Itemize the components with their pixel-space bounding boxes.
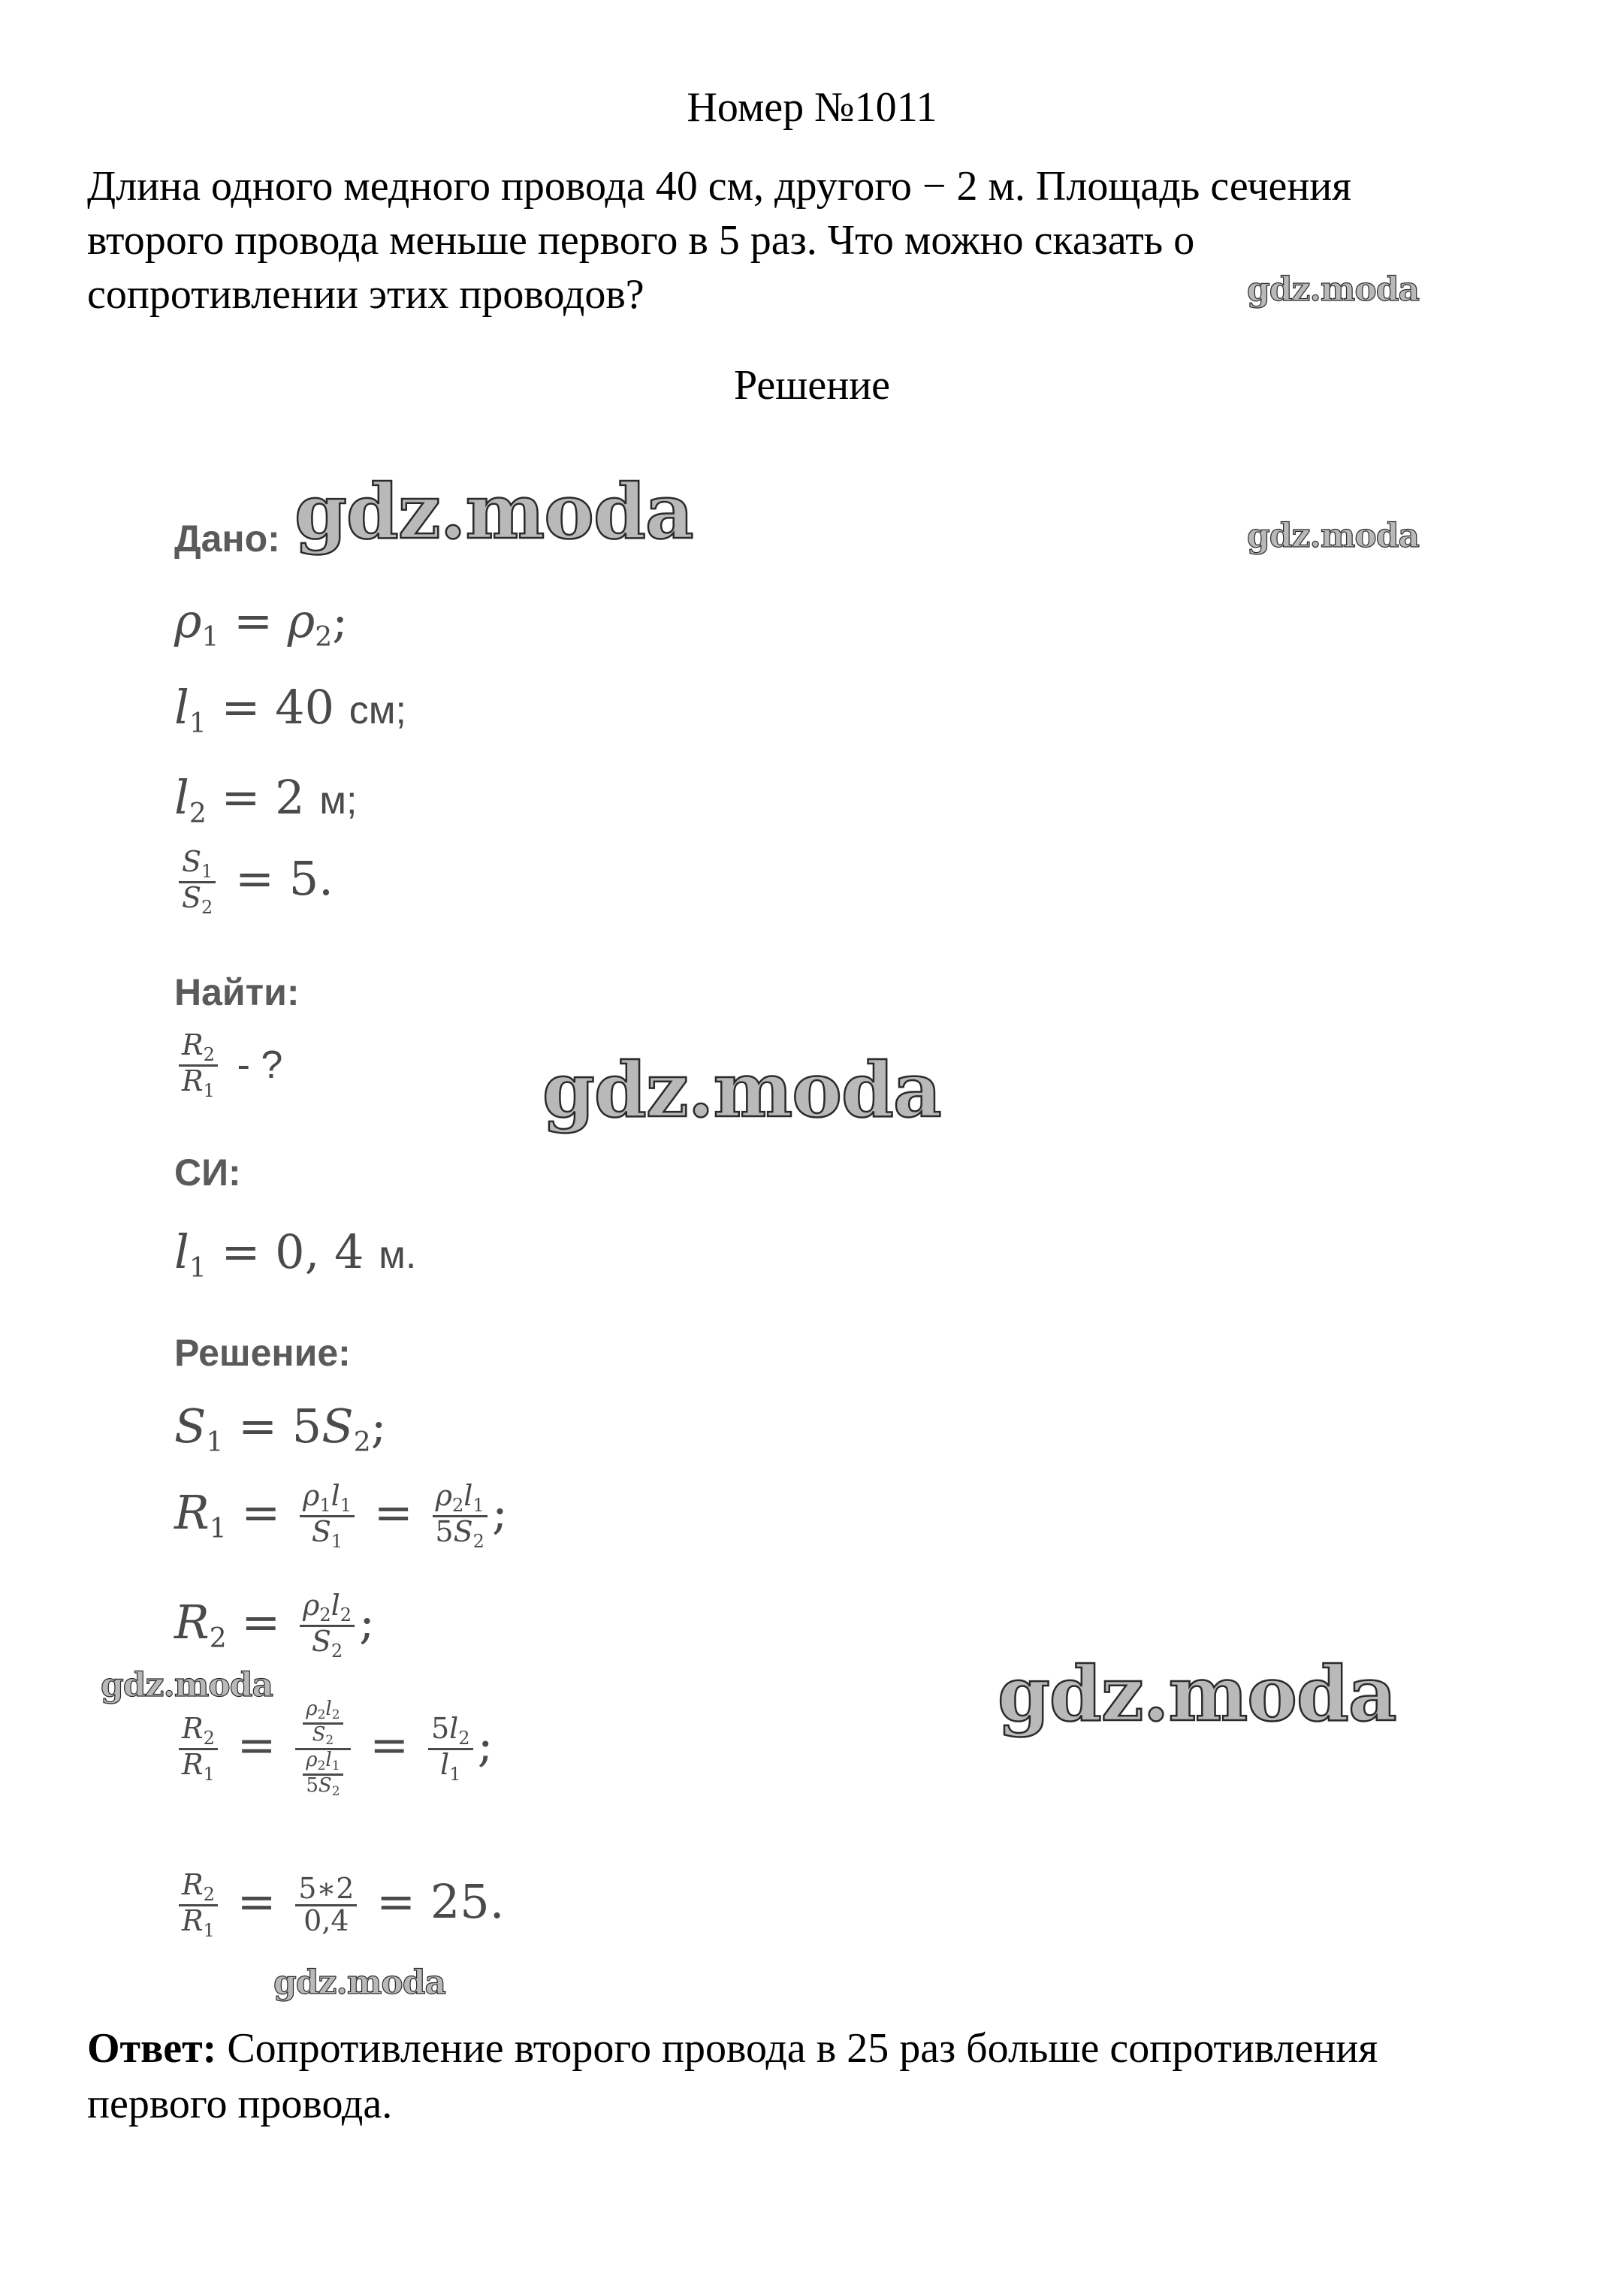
problem-line-3: сопротивлении этих проводов? <box>87 271 644 318</box>
given-area-ratio: $\frac{S_1}{S_2}$ = 5. <box>174 847 334 917</box>
given-label: Дано: <box>174 518 280 560</box>
page-title: Номер №1011 <box>687 84 937 131</box>
answer-line-1: Сопротивление второго провода в 25 раз больше сопротивления <box>216 2025 1378 2072</box>
problem-line-2: второго провода меньше первого в 5 раз. Что можно сказать о <box>87 217 1195 264</box>
si-length-1: $l_1 = 0$, 4 м. <box>174 1224 417 1284</box>
given-length-1: $l_1 = 40$ см; <box>174 680 406 739</box>
answer-block <box>87 2021 1552 2132</box>
result-value: 25. <box>430 1873 505 1929</box>
l1-si-value: 0, 4 <box>275 1224 364 1279</box>
l2-unit: м; <box>319 779 358 823</box>
answer-line-2: первого провода. <box>87 2081 393 2127</box>
watermark-logo: gdz.moda <box>294 467 693 556</box>
given-length-2: $l_2 = 2$ м; <box>174 770 358 829</box>
watermark-logo: gdz.moda <box>101 1666 273 1704</box>
problem-line-1: Длина одного медного провода 40 см, другого − 2 м. Площадь сечения <box>87 163 1352 210</box>
find-label: Найти: <box>174 971 300 1013</box>
l1-value: 40 <box>275 680 335 735</box>
eq-resistance-2: $R_2$ = $\frac{\rho_2l_2}{S_2}$ ; <box>174 1589 375 1662</box>
watermark-logo: gdz.moda <box>1247 517 1420 555</box>
find-suffix: - ? <box>237 1043 283 1087</box>
area-ratio-value: 5. <box>288 850 334 906</box>
find-expression: $\frac{R_2}{R_1}$ - ? <box>174 1031 282 1100</box>
eq1-coef: 5 <box>291 1399 322 1453</box>
given-density-equality: $\rho_1 = \rho_2$; <box>174 593 348 653</box>
eq-area-relation: $S_1 = 5S_2$; <box>174 1399 387 1458</box>
section-title: Решение <box>733 362 891 409</box>
answer-label: Ответ: <box>87 2025 217 2072</box>
result-denominator: 0,4 <box>303 1904 349 1938</box>
result-numerator: 5∗2 <box>295 1874 357 1906</box>
watermark-logo: gdz.moda <box>273 1964 446 2002</box>
l1-unit: см; <box>349 689 406 732</box>
watermark-logo: gdz.moda <box>998 1650 1396 1738</box>
l2-value: 2 <box>275 770 305 825</box>
watermark-logo: gdz.moda <box>1247 270 1420 309</box>
solution-label: Решение: <box>174 1332 351 1374</box>
eq-resistance-ratio: $\frac{R_2}{R_1}$ = $\frac{\frac{\rho_2l_2}{S_2}}{\frac{\rho_2l_1}{5S_2}}$ = $\frac{5l_2}{l_1}$ ; <box>174 1699 493 1798</box>
si-label: СИ: <box>174 1152 241 1194</box>
eq-result: $\frac{R_2}{R_1}$ = $\frac{5∗2}{0,4}$ = 25. <box>174 1870 504 1940</box>
watermark-logo: gdz.moda <box>542 1046 941 1134</box>
eq-resistance-1: $R_1$ = $\frac{\rho_1l_1}{S_1}$ = $\frac{\rho_2l_1}{5S_2}$ ; <box>174 1479 508 1553</box>
l1-si-unit: м. <box>379 1233 417 1277</box>
